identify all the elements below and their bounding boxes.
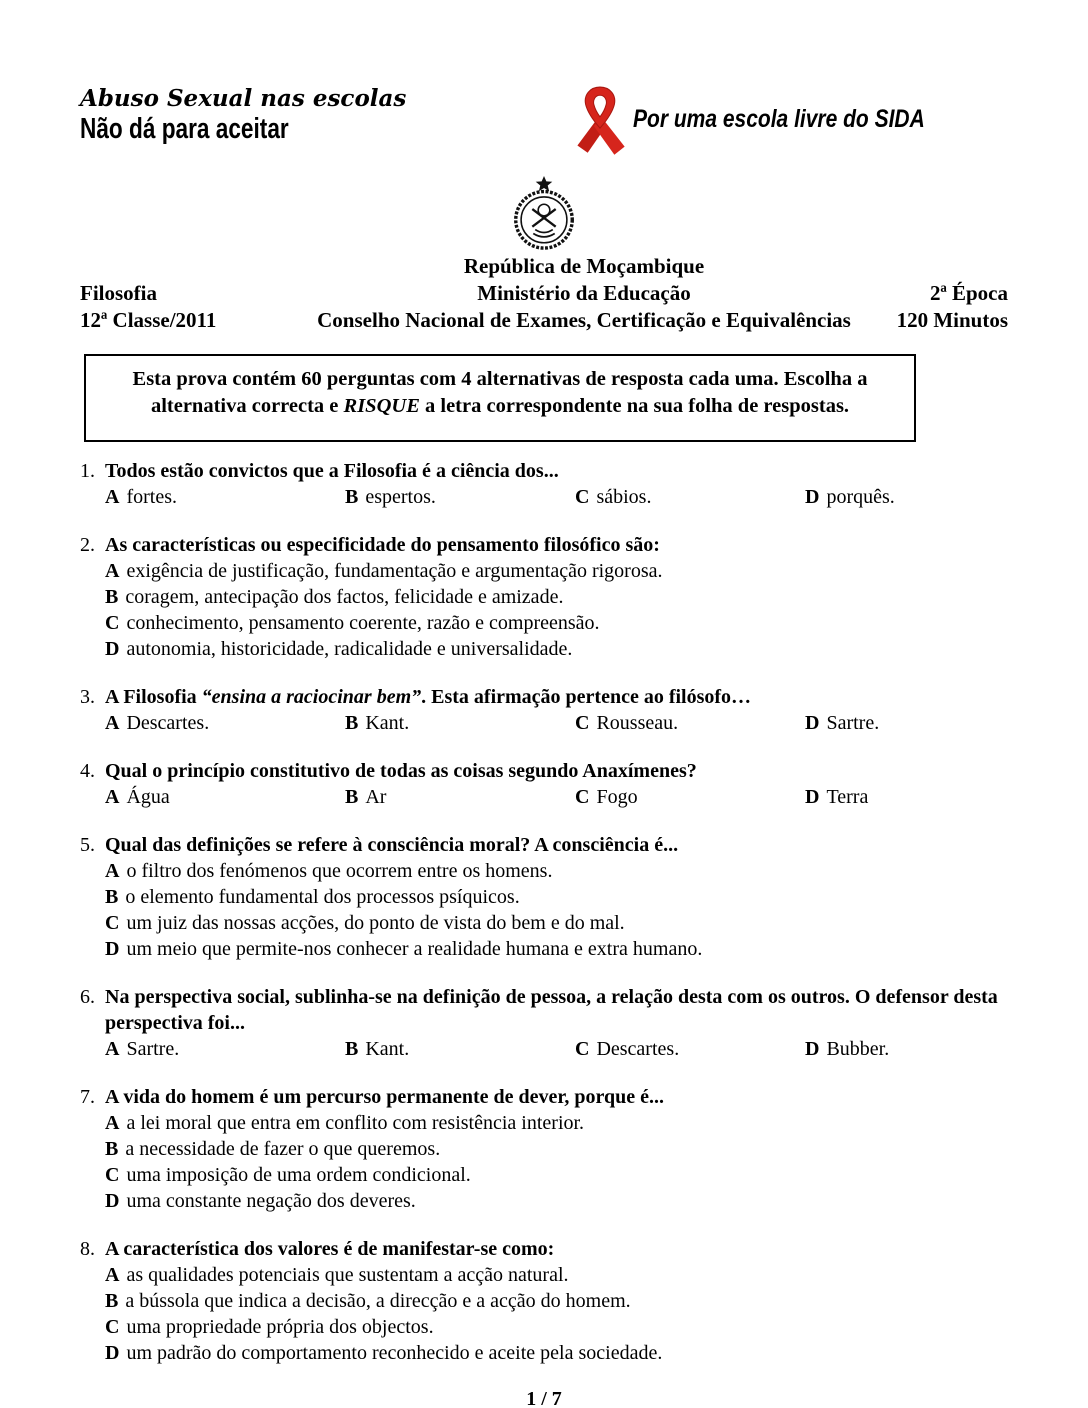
council-line: Conselho Nacional de Exames, Certificação e Equivalências bbox=[317, 308, 851, 332]
option-letter: B bbox=[105, 1290, 119, 1312]
abuse-slogan-script: Abuso Sexual nas escolas bbox=[80, 85, 407, 112]
question-text: Todos estão convictos que a Filosofia é a ciência dos... bbox=[105, 460, 559, 482]
question-8 bbox=[80, 1236, 1008, 1366]
abuse-campaign bbox=[80, 85, 406, 146]
option-text: Kant. bbox=[365, 712, 410, 734]
option-letter: B bbox=[105, 586, 119, 608]
option-text: Fogo bbox=[596, 786, 638, 808]
option-letter: B bbox=[345, 486, 359, 508]
option-text: a bússola que indica a decisão, a direcção e a acção do homem. bbox=[125, 1290, 631, 1312]
option-text: Terra bbox=[826, 786, 869, 808]
abuse-slogan-bold: Não dá para aceitar bbox=[80, 113, 289, 145]
option-text: sábios. bbox=[596, 486, 652, 508]
options-list bbox=[80, 1262, 1008, 1366]
option-letter: C bbox=[105, 612, 120, 634]
option-d bbox=[805, 1036, 1008, 1062]
options-list bbox=[80, 558, 1008, 662]
option-d bbox=[105, 1340, 1008, 1366]
duration-label: 120 Minutos bbox=[896, 308, 1008, 332]
option-text: autonomia, historicidade, radicalidade e universalidade. bbox=[126, 638, 573, 660]
option-text: o elemento fundamental dos processos psíquicos. bbox=[125, 886, 520, 908]
instructions-text-before: Esta prova contém 60 perguntas com 4 alternativas de resposta cada uma. Escolha a alternativa correcta e bbox=[132, 368, 868, 417]
option-letter: D bbox=[105, 1190, 120, 1212]
option-d bbox=[805, 784, 1008, 810]
option-text: um meio que permite-nos conhecer a realidade humana e extra humano. bbox=[126, 938, 703, 960]
aids-slogan: Por uma escola livre do SIDA bbox=[632, 105, 925, 133]
emblem-row bbox=[80, 175, 1008, 251]
header-right bbox=[858, 253, 1008, 334]
question-7 bbox=[80, 1084, 1008, 1214]
option-a bbox=[105, 784, 345, 810]
option-letter: D bbox=[105, 1342, 120, 1364]
campaign-banner bbox=[80, 85, 1008, 163]
question-number: 5. bbox=[80, 834, 95, 856]
option-letter: C bbox=[105, 1164, 120, 1186]
question-1 bbox=[80, 458, 1008, 510]
subject-label: Filosofia bbox=[80, 281, 157, 305]
option-text: Descartes. bbox=[596, 1038, 680, 1060]
options-row bbox=[105, 784, 1008, 810]
option-text: Água bbox=[126, 786, 170, 808]
option-b bbox=[105, 1136, 1008, 1162]
option-letter: A bbox=[105, 1038, 120, 1060]
option-d bbox=[105, 936, 1008, 962]
option-text: Kant. bbox=[365, 1038, 410, 1060]
option-a bbox=[105, 858, 1008, 884]
option-text: espertos. bbox=[365, 486, 436, 508]
option-letter: B bbox=[105, 886, 119, 908]
option-b bbox=[345, 710, 575, 736]
question-5 bbox=[80, 832, 1008, 962]
option-d bbox=[105, 1188, 1008, 1214]
option-c bbox=[105, 910, 1008, 936]
option-c bbox=[575, 710, 805, 736]
question-text: A vida do homem é um percurso permanente de dever, porque é... bbox=[105, 1086, 665, 1108]
option-b bbox=[345, 484, 575, 510]
question-6 bbox=[80, 984, 1008, 1062]
option-a bbox=[105, 558, 1008, 584]
option-letter: C bbox=[575, 786, 590, 808]
options-row bbox=[105, 710, 1008, 736]
option-text: Sartre. bbox=[126, 1038, 180, 1060]
option-letter: A bbox=[105, 1264, 120, 1286]
question-number: 4. bbox=[80, 760, 95, 782]
option-b bbox=[105, 584, 1008, 610]
option-b bbox=[345, 784, 575, 810]
aids-ribbon-icon bbox=[567, 85, 633, 163]
option-text: Descartes. bbox=[126, 712, 210, 734]
question-text: A Filosofia “ensina a raciocinar bem”. Esta afirmação pertence ao filósofo… bbox=[105, 686, 752, 708]
option-text: porquês. bbox=[826, 486, 895, 508]
exam-header bbox=[80, 253, 1008, 334]
risque-emphasis: RISQUE bbox=[343, 395, 420, 417]
option-c bbox=[105, 1162, 1008, 1188]
option-letter: C bbox=[105, 1316, 120, 1338]
question-number: 2. bbox=[80, 534, 95, 556]
option-b bbox=[105, 884, 1008, 910]
option-c bbox=[105, 610, 1008, 636]
option-text: o filtro dos fenómenos que ocorrem entre os homens. bbox=[126, 860, 553, 882]
option-letter: D bbox=[805, 1038, 820, 1060]
option-text: fortes. bbox=[126, 486, 177, 508]
page-number: 1 / 7 bbox=[526, 1388, 562, 1408]
option-c bbox=[575, 784, 805, 810]
option-a bbox=[105, 1036, 345, 1062]
option-letter: B bbox=[345, 712, 359, 734]
option-letter: A bbox=[105, 860, 120, 882]
question-number: 8. bbox=[80, 1238, 95, 1260]
question-number: 6. bbox=[80, 986, 95, 1008]
option-a bbox=[105, 1110, 1008, 1136]
option-text: uma imposição de uma ordem condicional. bbox=[126, 1164, 471, 1186]
option-d bbox=[105, 636, 1008, 662]
epoch-label: 2ª Época bbox=[929, 281, 1008, 305]
option-letter: A bbox=[105, 560, 120, 582]
header-left bbox=[80, 253, 310, 334]
question-text: As características ou especificidade do pensamento filosófico são: bbox=[105, 534, 660, 556]
option-text: um padrão do comportamento reconhecido e aceite pela sociedade. bbox=[126, 1342, 663, 1364]
question-text: A característica dos valores é de manifestar-se como: bbox=[105, 1238, 555, 1260]
options-row bbox=[105, 1036, 1008, 1062]
option-letter: C bbox=[105, 912, 120, 934]
ministry-line: Ministério da Educação bbox=[477, 281, 691, 305]
question-3 bbox=[80, 684, 1008, 736]
option-letter: D bbox=[805, 712, 820, 734]
aids-campaign bbox=[567, 85, 980, 163]
option-letter: C bbox=[575, 486, 590, 508]
header-center bbox=[310, 253, 858, 334]
option-text: conhecimento, pensamento coerente, razão e compreensão. bbox=[126, 612, 600, 634]
option-c bbox=[105, 1314, 1008, 1340]
option-c bbox=[575, 484, 805, 510]
question-number: 3. bbox=[80, 686, 95, 708]
option-c bbox=[575, 1036, 805, 1062]
question-text: Qual das definições se refere à consciência moral? A consciência é... bbox=[105, 834, 679, 856]
option-text: coragem, antecipação dos factos, felicidade e amizade. bbox=[125, 586, 564, 608]
option-letter: C bbox=[575, 1038, 590, 1060]
question-4 bbox=[80, 758, 1008, 810]
option-text: a necessidade de fazer o que queremos. bbox=[125, 1138, 441, 1160]
option-letter: A bbox=[105, 712, 120, 734]
option-a bbox=[105, 484, 345, 510]
question-text: Na perspectiva social, sublinha-se na definição de pessoa, a relação desta com os outros. O defensor desta perspectiva foi... bbox=[105, 986, 998, 1034]
question-number: 1. bbox=[80, 460, 95, 482]
option-text: exigência de justificação, fundamentação e argumentação rigorosa. bbox=[126, 560, 663, 582]
options-list bbox=[80, 858, 1008, 962]
options-list bbox=[80, 1110, 1008, 1214]
question-number: 7. bbox=[80, 1086, 95, 1108]
option-letter: D bbox=[105, 638, 120, 660]
option-d bbox=[805, 710, 1008, 736]
question-text: Qual o princípio constitutivo de todas as coisas segundo Anaxímenes? bbox=[105, 760, 697, 782]
option-a bbox=[105, 710, 345, 736]
option-letter: A bbox=[105, 786, 120, 808]
option-text: uma constante negação dos deveres. bbox=[126, 1190, 416, 1212]
option-d bbox=[805, 484, 1008, 510]
option-letter: D bbox=[105, 938, 120, 960]
option-letter: A bbox=[105, 486, 120, 508]
option-letter: D bbox=[805, 786, 820, 808]
republic-line: República de Moçambique bbox=[463, 254, 705, 278]
option-text: uma propriedade própria dos objectos. bbox=[126, 1316, 434, 1338]
option-a bbox=[105, 1262, 1008, 1288]
question-2 bbox=[80, 532, 1008, 662]
option-letter: B bbox=[105, 1138, 119, 1160]
option-text: as qualidades potenciais que sustentam a acção natural. bbox=[126, 1264, 569, 1286]
option-text: Sartre. bbox=[826, 712, 880, 734]
options-row bbox=[105, 484, 1008, 510]
option-text: Rousseau. bbox=[596, 712, 679, 734]
instructions-box bbox=[84, 354, 916, 442]
option-letter: C bbox=[575, 712, 590, 734]
questions-section bbox=[80, 458, 1008, 1366]
option-letter: A bbox=[105, 1112, 120, 1134]
option-text: Bubber. bbox=[826, 1038, 890, 1060]
option-b bbox=[345, 1036, 575, 1062]
option-text: um juiz das nossas acções, do ponto de vista do bem e do mal. bbox=[126, 912, 625, 934]
option-text: Ar bbox=[365, 786, 387, 808]
option-letter: B bbox=[345, 786, 359, 808]
option-letter: D bbox=[805, 486, 820, 508]
grade-year-label: 12ª Classe/2011 bbox=[80, 308, 217, 332]
option-text: a lei moral que entra em conflito com resistência interior. bbox=[126, 1112, 585, 1134]
option-b bbox=[105, 1288, 1008, 1314]
instructions-text-after: a letra correspondente na sua folha de respostas. bbox=[419, 395, 850, 417]
option-letter: B bbox=[345, 1038, 359, 1060]
